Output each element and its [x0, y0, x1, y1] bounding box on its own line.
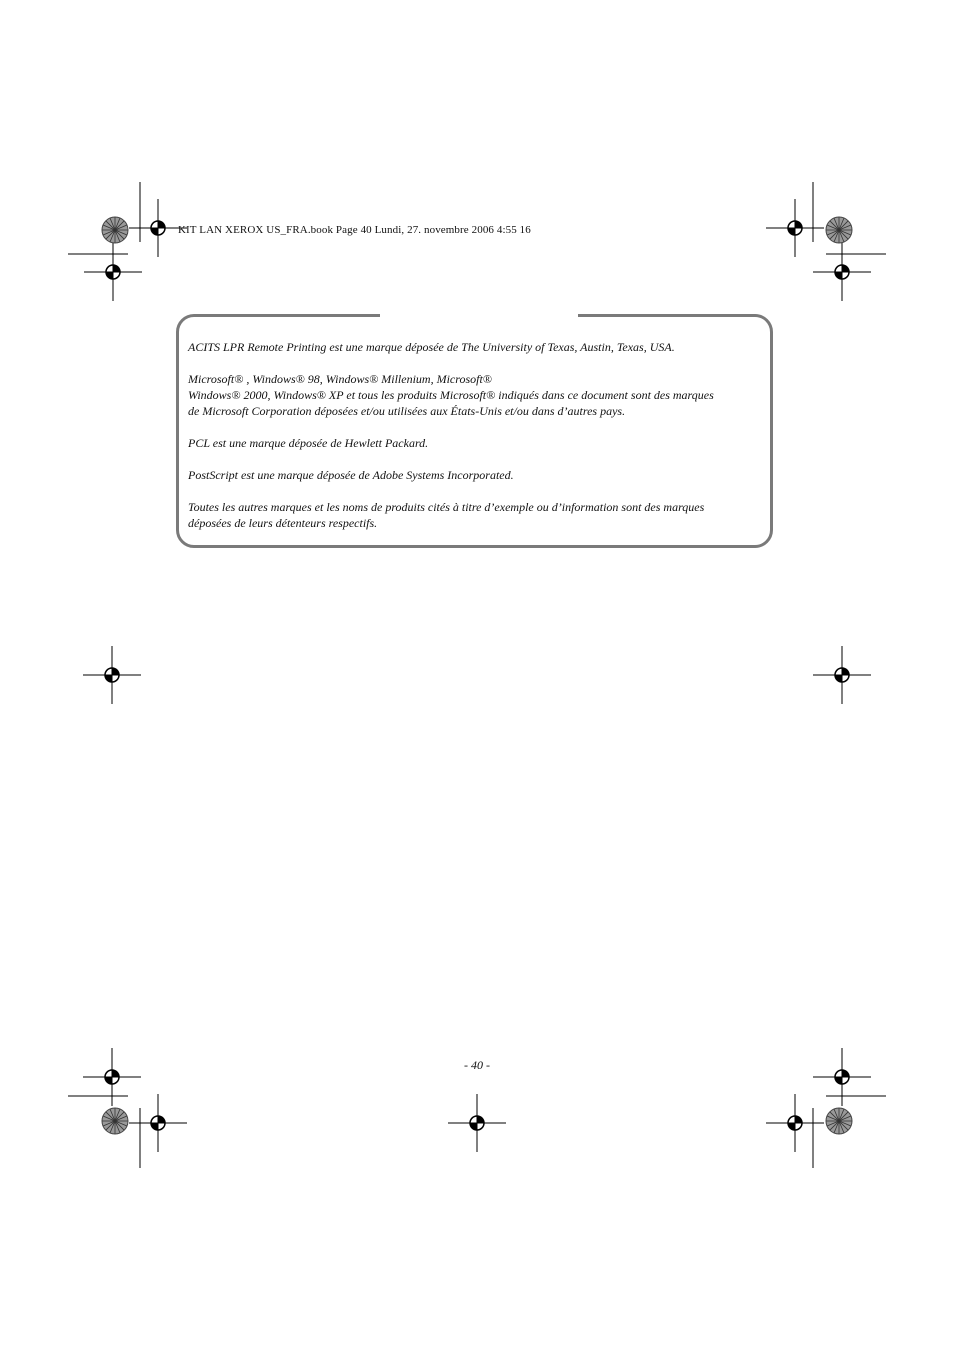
notice-microsoft-line: de Microsoft Corporation déposées et/ou utilisées aux États-Unis et/ou dans d’autres pays.: [188, 404, 626, 418]
registration-mark: [813, 243, 871, 301]
color-bar-mark: [826, 217, 852, 243]
registration-mark: [766, 199, 824, 257]
notice-microsoft: [188, 371, 756, 419]
registration-mark: [83, 1048, 141, 1106]
notice-microsoft-line: Windows® 2000, Windows® XP et tous les produits Microsoft® indiqués dans ce document sont des marques: [188, 388, 714, 402]
notice-postscript: PostScript est une marque déposée de Adobe Systems Incorporated.: [188, 468, 514, 482]
notice-others-line: Toutes les autres marques et les noms de produits cités à titre d’exemple ou d’information sont des marques: [188, 500, 705, 514]
registration-mark: [813, 1048, 871, 1106]
color-bar-mark: [826, 1108, 852, 1134]
color-bar-mark: [102, 217, 128, 243]
registration-mark: [766, 1094, 824, 1152]
notice-pcl: PCL est une marque déposée de Hewlett Packard.: [188, 436, 429, 450]
registration-mark: [129, 1094, 187, 1152]
registration-mark: [813, 646, 871, 704]
notice-microsoft-line: Microsoft® , Windows® 98, Windows® Millenium, Microsoft®: [188, 372, 492, 386]
notice-acits: ACITS LPR Remote Printing est une marque déposée de The University of Texas, Austin, Texas, USA.: [188, 340, 675, 354]
color-bar-mark: [102, 1108, 128, 1134]
page-number: - 40 -: [464, 1058, 490, 1072]
trademark-box-gap: [380, 308, 578, 322]
notice-others-line: déposées de leurs détenteurs respectifs.: [188, 516, 378, 530]
trademark-notices: [188, 339, 756, 547]
notice-others: [188, 499, 756, 531]
registration-mark: [83, 646, 141, 704]
book-slug-line: KIT LAN XEROX US_FRA.book Page 40 Lundi, 27. novembre 2006 4:55 16: [178, 224, 531, 236]
registration-mark: [84, 243, 142, 301]
registration-mark: [448, 1094, 506, 1152]
